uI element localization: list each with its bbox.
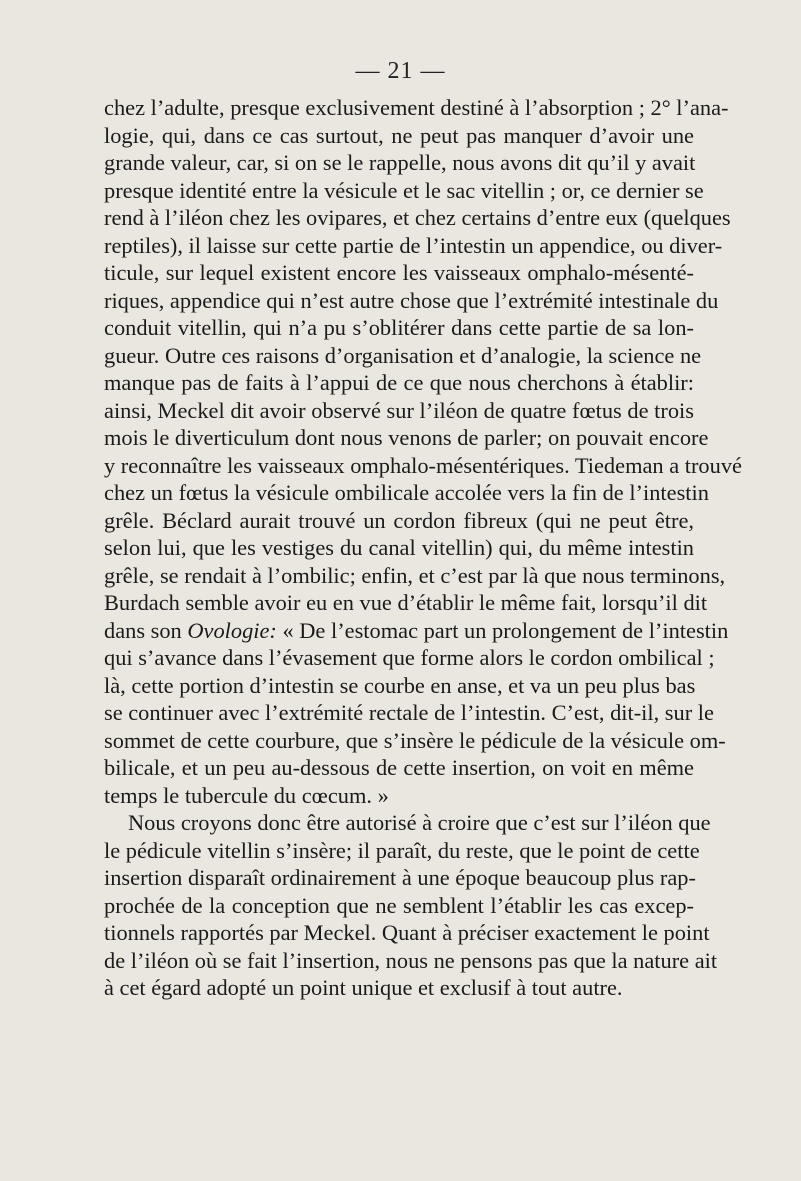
text-line: gueur. Outre ces raisons d’organisation et d’analogie, la science ne xyxy=(104,342,702,368)
text-line: tionnels rapportés par Meckel. Quant à préciser exactement le point xyxy=(104,920,710,945)
text-line: se continuer avec l’extrémité rectale de l’intestin. C’est, dit-il, sur le xyxy=(104,700,714,725)
text-line: prochée de la conception que ne semblent l’établir les cas excep- xyxy=(104,892,694,918)
text-line: bilicale, et un peu au-dessous de cette insertion, on voit en même xyxy=(104,755,694,780)
text-line: sommet de cette courbure, que s’insère le pédicule de la vésicule om- xyxy=(104,727,726,753)
text-line: manque pas de faits à l’appui de ce que nous cherchons à établir: xyxy=(104,370,694,395)
text-line: chez l’adulte, presque exclusivement destiné à l’absorption ; 2° l’ana- xyxy=(104,95,729,120)
book-title-ovologie: Ovologie: xyxy=(187,617,277,643)
text-line: grêle, se rendait à l’ombilic; enfin, et c’est par là que nous terminons, xyxy=(104,562,726,588)
text-line: logie, qui, dans ce cas surtout, ne peut pas manquer d’avoir une xyxy=(104,122,694,148)
text-line: qui s’avance dans l’évasement que forme alors le cordon ombilical ; xyxy=(104,645,715,670)
text-line: y reconnaître les vaisseaux omphalo-mésentériques. Tiedeman a trouvé xyxy=(104,452,742,478)
text-fragment: dans son xyxy=(104,617,188,643)
text-line: là, cette portion d’intestin se courbe en anse, et va un peu plus bas xyxy=(104,672,696,698)
text-line-ovologie xyxy=(104,617,729,645)
text-line-last: à cet égard adopté un point unique et exclusif à tout autre. xyxy=(104,975,623,1000)
text-line: grande valeur, car, si on se le rappelle, nous avons dit qu’il y avait xyxy=(104,150,696,175)
page-number: — 21 — xyxy=(355,58,446,84)
text-line: riques, appendice qui n’est autre chose que l’extrémité intestinale du xyxy=(104,287,719,313)
text-line: selon lui, que les vestiges du canal vitellin) qui, du même intestin xyxy=(104,535,694,560)
text-line: ainsi, Meckel dit avoir observé sur l’iléon de quatre fœtus de trois xyxy=(104,397,694,423)
text-line-last: temps le tubercule du cœcum. » xyxy=(104,782,389,808)
text-line: Burdach semble avoir eu en vue d’établir le même fait, lorsqu’il dit xyxy=(104,590,708,615)
text-line: de l’iléon où se fait l’insertion, nous ne pensons pas que la nature ait xyxy=(104,947,718,973)
text-fragment: « De l’estomac part un prolongement de l’intestin xyxy=(276,617,729,643)
text-line-first: Nous croyons donc être autorisé à croire que c’est sur l’iléon que xyxy=(128,810,711,835)
text-line: reptiles), il laisse sur cette partie de l’intestin un appendice, ou diver- xyxy=(104,232,723,258)
text-line: chez un fœtus la vésicule ombilicale accolée vers la fin de l’intestin xyxy=(104,480,709,505)
text-line: le pédicule vitellin s’insère; il paraît, du reste, que le point de cette xyxy=(104,837,700,863)
text-line: insertion disparaît ordinairement à une époque beaucoup plus rap- xyxy=(104,865,696,890)
text-line: ticule, sur lequel existent encore les vaisseaux omphalo-mésenté- xyxy=(104,260,694,285)
text-line: grêle. Béclard aurait trouvé un cordon fibreux (qui ne peut être, xyxy=(104,507,694,533)
text-line: rend à l’iléon chez les ovipares, et chez certains d’entre eux (quelques xyxy=(104,205,731,230)
text-line: mois le diverticulum dont nous venons de parler; on pouvait encore xyxy=(104,425,709,450)
body-text xyxy=(104,94,742,1002)
text-line: presque identité entre la vésicule et le sac vitellin ; or, ce dernier se xyxy=(104,177,704,203)
text-line: conduit vitellin, qui n’a pu s’oblitérer dans cette partie de sa lon- xyxy=(104,315,694,340)
